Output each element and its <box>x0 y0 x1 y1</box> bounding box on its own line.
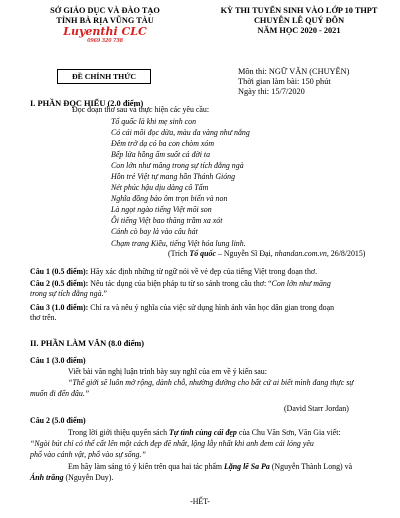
poem-line: Ôi tiếng Việt bao thăng trầm xa xót <box>111 216 223 226</box>
essay-2-intro: Trong lời giới thiệu quyển sách Tự tình cùng cái đẹp của Chu Văn Sơn, Văn Gia viết: <box>68 428 341 437</box>
essay-1-quote: “Thế giới sẽ luôn mở rộng, dành chỗ, nhường đường cho bất cứ ai biết mình đang thực sự <box>68 378 354 387</box>
poem <box>111 116 250 249</box>
exam-title: KỲ THI TUYỂN SINH VÀO LỚP 10 THPT <box>220 6 378 15</box>
official-exam-badge: ĐỀ CHÍNH THỨC <box>57 69 151 84</box>
work-2-title: Ánh trăng <box>30 473 64 482</box>
question-3: Câu 3 (1.0 điểm): Chỉ ra và nêu ý nghĩa của việc sử dụng hình ảnh văn học dân gian trong đoạn thơ trên. <box>30 303 335 323</box>
poem-source: (Trích Tổ quốc – Nguyễn Sĩ Đại, nhandan.com.vn, 26/8/2015) <box>168 249 366 258</box>
poem-line: Có cái môi đọc dừa, màu da vàng như nắng <box>111 128 250 138</box>
exam-duration: Thời gian làm bài: 150 phút <box>238 77 331 87</box>
essay-2-task-cont: Ánh trăng (Nguyễn Duy). <box>30 473 114 482</box>
school-name: CHUYÊN LÊ QUÝ ĐÔN <box>253 16 345 25</box>
poem-line: Con lớn như măng trong sự tích đằng ngà <box>111 161 244 171</box>
essay-2-task: Em hãy làm sáng tỏ ý kiến trên qua hai tác phẩm Lặng lẽ Sa Pa (Nguyễn Thành Long) và <box>68 462 353 471</box>
exam-subject: Môn thi: NGỮ VĂN (CHUYÊN) <box>238 67 350 76</box>
exam-meta <box>238 67 349 98</box>
part1-intro: Đọc đoạn thơ sau và thực hiện các yêu cầu: <box>72 105 210 114</box>
poem-line: Cánh cò bay lả vào câu hát <box>111 227 198 237</box>
source-title: Tổ quốc <box>189 249 216 258</box>
exam-date: Ngày thi: 15/7/2020 <box>238 87 305 97</box>
source-site: nhandan.com.vn <box>274 249 327 258</box>
essay-1-author: (David Starr Jordan) <box>284 404 349 413</box>
essay-1-quote-cont: muốn đi đến đâu.” <box>30 389 90 398</box>
essay-1-prompt: Viết bài văn nghị luận trình bày suy nghĩ của em về ý kiến sau: <box>68 367 267 376</box>
poem-line: Chạm trang Kiều, tiếng Việt hóa lung linh. <box>111 238 246 248</box>
poem-line: Nét phúc hậu dịu dàng cô Tấm <box>111 183 209 193</box>
poem-line: Hồn trẻ Việt tự mang hồn Thánh Gióng <box>111 172 236 182</box>
question-2: Câu 2 (0.5 điểm): Nêu tác dụng của biện pháp tu từ so sánh trong câu thơ: “Con lớn như măng trong sự tích đằng ngà.” <box>30 279 331 299</box>
poem-line: Đêm trở dạ có ba con chòm xóm <box>111 139 215 149</box>
department-name: SỞ GIÁO DỤC VÀ ĐÀO TẠO <box>50 6 160 15</box>
essay-1-label: Câu 1 (3.0 điểm) <box>30 356 86 365</box>
part1-heading: I. PHẦN ĐỌC HIỂU (2.0 điểm) <box>30 99 144 108</box>
poem-line: Là ngọt ngào tiếng Việt mõi son <box>111 205 212 215</box>
brand-phone: 0969 320 738 <box>87 37 123 44</box>
exam-header <box>210 6 388 36</box>
part2-heading: II. PHẦN LÀM VĂN (8.0 điểm) <box>30 339 145 348</box>
department-header <box>30 6 180 44</box>
school-year: NĂM HỌC 2020 - 2021 <box>257 26 341 35</box>
essay-2-quote-cont: phổ vào cảnh vật, phổ vào sự sống.” <box>30 450 146 459</box>
essay-2-quote: “Ngòi bút chỉ có thể cất lên một cách đẹp đẽ nhất, lộng lẫy nhất khi anh đem cái lóng yêu <box>30 439 314 448</box>
question-1: Câu 1 (0.5 điểm): Hãy xác định những từ ngữ nói về vẻ đẹp của tiếng Việt trong đoạn thơ. <box>30 267 318 276</box>
book-title: Tự tình cùng cái đẹp <box>168 428 237 437</box>
brand-logo: Luyenthi CLC <box>63 25 147 38</box>
poem-line: Bếp lửa hồng ấm suốt cả đời ta <box>111 150 211 160</box>
end-marker: -HẾT- <box>190 497 210 506</box>
essay-2-label: Câu 2 (5.0 điểm) <box>30 416 86 425</box>
province-name: TỈNH BÀ RỊA VŨNG TÀU <box>56 16 154 25</box>
work-1-title: Lặng lẽ Sa Pa <box>224 462 270 471</box>
poem-line: Nghĩa đồng bào ôm trọn biển và non <box>111 194 228 204</box>
poem-line: Tổ quốc là khi mẹ sinh con <box>111 117 197 126</box>
